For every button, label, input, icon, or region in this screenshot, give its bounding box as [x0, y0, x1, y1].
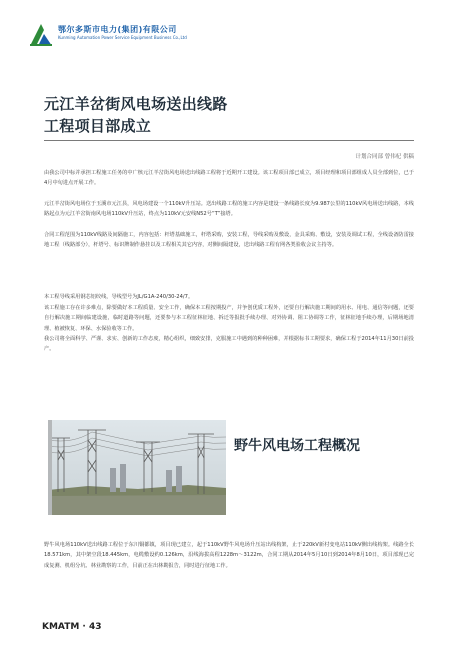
- company-logo-icon: [28, 22, 54, 48]
- paragraph: 野牛风电场110kV送出线路工程位于东川铜都镇，项目现已建立，起于110kV野牛风电场升压站出线构架，止于220kV新村变电站110kV侧出线构架。线路全长18.571km，其中架空段18.445km，电缆敷设约0.126km，沿线海拔高程1228m～3122m，合同工期从2014年5月10日到2014年8月10日，项目部现已完成复测、机组分坑、林业勘察的工作，目前正在出林勘报告，同时进行征地工作。: [44, 542, 414, 569]
- company-name-cn: 鄂尔多斯市电力(集团)有限公司: [58, 25, 177, 34]
- paragraph: 该工程施工存在许多难点，除要做好本工程质量、安全工作，确保本工程按期投产，并争创优质工程外，还要自行解决施工期间的用水、用电、通信等问题，还要自行解决施工期间临建设施，临时道路等问题，还要参与本工程征林征地、拆迁等报批手续办理、对外协调、阻工协调等工作，征林征地手续办理，后期场地清理、植被恢复、环保、水保验收等工作。: [44, 305, 414, 332]
- company-name-en: Kunming Automation Power Service Equipment Business Co.,Ltd: [58, 35, 187, 40]
- article-title: 野牛风电场工程概况: [234, 438, 360, 454]
- paragraph: 由我公司中标并承担工程施工任务的中广核元江羊岔街风电场送出线路工程将于近期开工建设。该工程项目部已成立，项目经理和项目部组成人员全部到位，已于4月中旬进点开展工作。: [44, 170, 414, 187]
- article-title-line1: 元江羊岔街风电场送出线路: [44, 95, 228, 113]
- page-number: KMATM · 43: [42, 622, 102, 632]
- paragraph: 元江羊岔街风电场位于玉溪市元江县，风电场建设一个110kV升压站。送出线路工程的施工内容是建设一条线路长度为9.987公里的110kV风电场送出线路，本线路起点为元江羊岔街南风电场110kV升压站，终点为110kV元安线N52号“T”接塔。: [44, 201, 414, 218]
- substation-photo: [48, 420, 226, 515]
- paragraph: 合同工程范围为110kV线路及间隔施工，内容包括：杆塔基础施工，杆塔采购，安装工程，导线采购及敷设，金具采购、敷设，安装及调试工程，全线设备防雷接地工程（线路部分），杆塔号、标识牌制作悬挂以及工程相关其它内容，对侧间隔建设，送出线路工程有网各类验收会议主持等。: [44, 232, 414, 249]
- header: [28, 22, 448, 48]
- paragraph: 我公司将全面科学、严谨、求实、创新的工作态度，精心组织，细致安排，克服施工中遇到的种种困难，并根据标书工期要求，确保工程于2014年11月30日前投产。: [44, 336, 414, 353]
- article-author: 计划合同部 曾伟杞 供稿: [355, 154, 414, 160]
- paragraph: 本工程导线采用钢芯铝绞线，导线型号为JL/G1A-240/30-24/7。: [44, 294, 194, 300]
- article-title-line2: 工程项目部成立: [44, 117, 152, 135]
- title-divider: [44, 140, 414, 141]
